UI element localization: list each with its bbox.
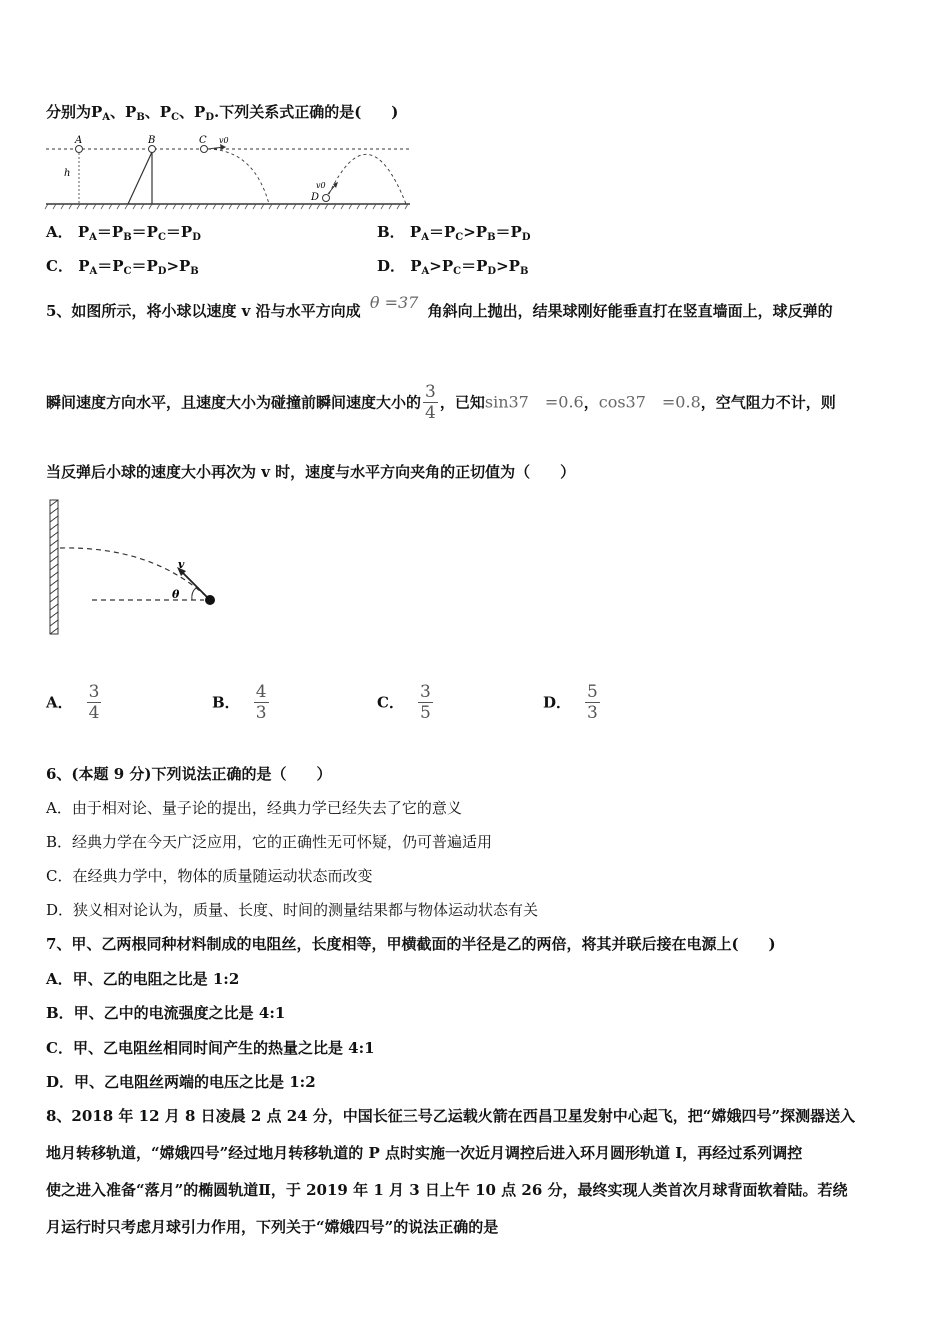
q5-line-3: 当反弹后小球的速度大小再次为 v 时，速度与水平方向夹角的正切值为（ ）: [46, 463, 576, 481]
q5-ratio-fraction: $\frac{3}{4}$: [425, 382, 436, 423]
q7-option-a[interactable]: A．甲、乙的电阻之比是 1:2: [46, 970, 240, 988]
q4-stem: 分别为$P_A$、$P_B$、$P_C$、$P_D$.下列关系式正确的是( ): [46, 103, 399, 123]
q6-option-b[interactable]: B．经典力学在今天广泛应用，它的正确性无可怀疑，仍可普遍适用: [46, 833, 493, 851]
svg-text:A: A: [75, 135, 83, 146]
svg-text:h: h: [64, 168, 71, 179]
svg-text:v0: v0: [219, 136, 229, 145]
q5-option-b[interactable]: B． $\frac{4}{3}$: [212, 682, 267, 723]
q4-option-b[interactable]: B． $P_A=P_C>P_B=P_D$: [377, 223, 531, 243]
q7-option-d[interactable]: D．甲、乙电阻丝两端的电压之比是 1:2: [46, 1073, 316, 1091]
q6-stem: 6、(本题 9 分)下列说法正确的是（ ）: [46, 765, 332, 783]
q7-option-b[interactable]: B．甲、乙中的电流强度之比是 4:1: [46, 1004, 286, 1022]
q5-line-2: 瞬间速度方向水平，且速度大小为碰撞前瞬间速度大小的 $\frac{3}{4}$ ，已知sin37 =0.6，cos37 =0.8，空气阻力不计，则: [46, 382, 836, 423]
q6-option-a[interactable]: A．由于相对论、量子论的提出，经典力学已经失去了它的意义: [46, 799, 462, 817]
q8-line-2: 地月转移轨道，“嫦娥四号”经过地月转移轨道的 P 点时实施一次近月调控后进入环月圆形轨道 I，再经过系列调控: [46, 1144, 803, 1162]
q5-option-d[interactable]: D． $\frac{5}{3}$: [543, 682, 598, 723]
svg-text:D: D: [311, 192, 320, 203]
q8-line-3: 使之进入准备“落月”的椭圆轨道Ⅱ，于 2019 年 1 月 3 日上午 10 点 26 分，最终实现人类首次月球背面软着陆。若绕: [46, 1181, 848, 1199]
svg-text:v: v: [178, 558, 185, 571]
q5-option-c[interactable]: C． $\frac{3}{5}$: [377, 682, 431, 723]
q6-option-d[interactable]: D．狭义相对论认为，质量、长度、时间的测量结果都与物体运动状态有关: [46, 901, 539, 919]
q8-line-1: 8、2018 年 12 月 8 日凌晨 2 点 24 分，中国长征三号乙运载火箭在西昌卫星发射中心起飞，把“嫦娥四号”探测器送入: [46, 1107, 856, 1125]
q6-option-c[interactable]: C．在经典力学中，物体的质量随运动状态而改变: [46, 867, 373, 885]
svg-text:B: B: [148, 135, 156, 146]
q8-line-4: 月运行时只考虑月球引力作用，下列关于“嫦娥四号”的说法正确的是: [46, 1218, 499, 1236]
q7-stem: 7、甲、乙两根同种材料制成的电阻丝，长度相等，甲横截面的半径是乙的两倍，将其并联后接在电源上( ): [46, 935, 776, 953]
q5-figure: [44, 498, 234, 638]
svg-text:θ: θ: [172, 588, 180, 601]
svg-text:v0: v0: [316, 181, 326, 190]
q4-option-c[interactable]: C． $P_A=P_C=P_D>P_B$: [46, 257, 199, 277]
q4-figure: [44, 132, 414, 212]
q7-option-c[interactable]: C．甲、乙电阻丝相同时间产生的热量之比是 4:1: [46, 1039, 375, 1057]
q4-option-a[interactable]: A． $P_A=P_B=P_C=P_D$: [46, 223, 201, 243]
svg-text:C: C: [199, 135, 207, 146]
q5-line-1: 5、如图所示，将小球以速度 v 沿与水平方向成 θ =37 角斜向上抛出，结果球刚好能垂直打在竖直墙面上，球反弹的: [46, 293, 833, 320]
q4-option-d[interactable]: D． $P_A>P_C=P_D>P_B$: [377, 257, 529, 277]
q5-option-a[interactable]: A． $\frac{3}{4}$: [46, 682, 100, 723]
